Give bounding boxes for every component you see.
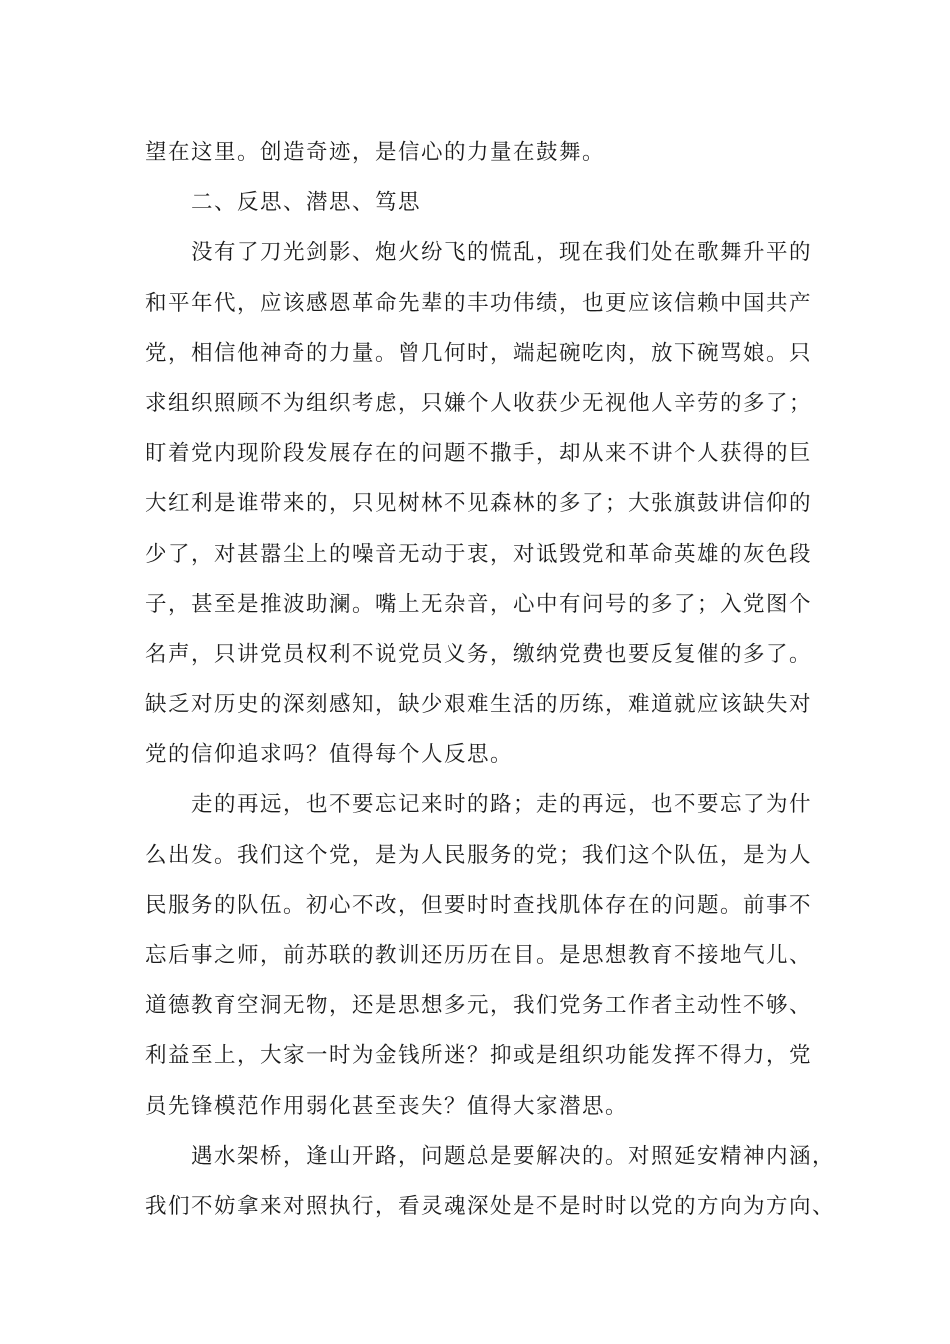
text-line: 民服务的队伍。初心不改，但要时时查找肌体存在的问题。前事不 xyxy=(145,892,813,918)
text-line: 我们不妨拿来对照执行，看灵魂深处是不是时时以党的方向为方向、 xyxy=(145,1193,836,1219)
text-line: 盯着党内现阶段发展存在的问题不撒手，却从来不讲个人获得的巨 xyxy=(145,441,813,467)
text-line: 少了，对甚嚣尘上的噪音无动于衷，对诋毁党和革命英雄的灰色段 xyxy=(145,541,813,567)
text-line: 员先锋模范作用弱化甚至丧失？值得大家潜思。 xyxy=(145,1093,629,1119)
text-line: 望在这里。创造奇迹，是信心的力量在鼓舞。 xyxy=(145,140,606,165)
text-line: 党，相信他神奇的力量。曾几何时，端起碗吃肉，放下碗骂娘。只 xyxy=(145,340,813,366)
text-line: 求组织照顾不为组织考虑，只嫌个人收获少无视他人辛劳的多了； xyxy=(145,390,813,416)
text-line: 道德教育空洞无物，还是思想多元，我们党务工作者主动性不够、 xyxy=(145,993,813,1019)
document-body xyxy=(145,128,836,1232)
text-line: 子，甚至是推波助澜。嘴上无杂音，心中有问号的多了；入党图个 xyxy=(145,591,813,617)
text-line: 缺乏对历史的深刻感知，缺少艰难生活的历练，难道就应该缺失对 xyxy=(145,692,813,718)
text-line: 党的信仰追求吗？值得每个人反思。 xyxy=(145,742,514,768)
text-line: 没有了刀光剑影、炮火纷飞的慌乱，现在我们处在歌舞升平的 xyxy=(191,240,813,266)
text-line: 大红利是谁带来的，只见树林不见森林的多了；大张旗鼓讲信仰的 xyxy=(145,491,813,517)
text-line: 忘后事之师，前苏联的教训还历历在目。是思想教育不接地气儿、 xyxy=(145,943,813,968)
text-line: 名声，只讲党员权利不说党员义务，缴纳党费也要反复催的多了。 xyxy=(145,641,813,667)
text-line: 么出发。我们这个党，是为人民服务的党；我们这个队伍，是为人 xyxy=(145,842,813,868)
text-line: 走的再远，也不要忘记来时的路；走的再远，也不要忘了为什 xyxy=(191,792,813,818)
text-line: 遇水架桥，逢山开路，问题总是要解决的。对照延安精神内涵， xyxy=(191,1143,836,1169)
text-line: 和平年代，应该感恩革命先辈的丰功伟绩，也更应该信赖中国共产 xyxy=(145,290,813,316)
text-line: 利益至上，大家一时为金钱所迷？抑或是组织功能发挥不得力，党 xyxy=(145,1043,813,1069)
section-heading: 二、反思、潜思、笃思 xyxy=(191,190,422,216)
